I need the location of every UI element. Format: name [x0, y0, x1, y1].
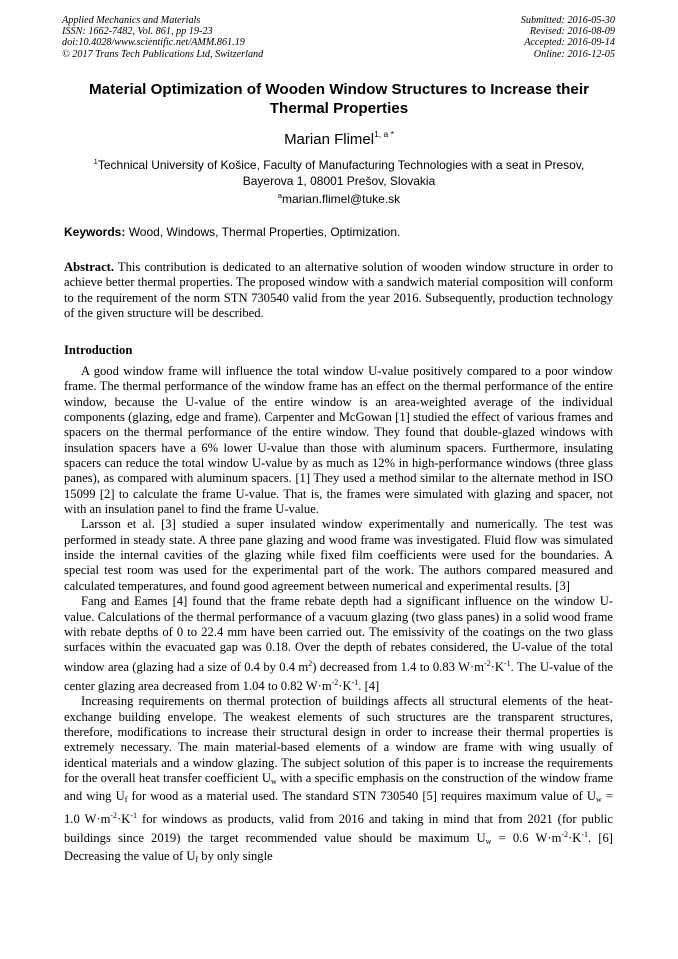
keywords — [64, 225, 616, 239]
affil-marker: 1 — [93, 157, 98, 166]
section-heading-introduction: Introduction — [64, 343, 133, 357]
author-line — [62, 124, 616, 150]
revised-date: Revised: 2016-08-09 — [529, 26, 615, 38]
email-marker: a — [277, 191, 282, 200]
abstract-text: This contribution is dedicated to an alternative solution of wooden window structure in order to achieve better thermal properties. The proposed window with a sandwich material composition will conform to the requirement of the norm STN 730540 valid from the year 2016. Subsequently, production technology of the given structure will be described. — [64, 260, 613, 321]
author-name: Marian Flimel — [284, 131, 375, 148]
keywords-label: Keywords: — [64, 225, 126, 239]
doi-line: doi:10.4028/www.scientific.net/AMM.861.19 — [62, 37, 245, 49]
accepted-date: Accepted: 2016-09-14 — [524, 37, 615, 49]
issn-line: ISSN: 1662-7482, Vol. 861, pp 19-23 — [62, 26, 213, 38]
email-address: marian.flimel@tuke.sk — [281, 192, 401, 206]
intro-paragraph-3: Fang and Eames [4] found that the frame rebate depth had a significant influence on the window U-value. Calculations of the thermal performance of a vacuum glazing (two glass panes) in a solid wood frame with rebate depths of 0 to 22.4 mm have been carried out. The emissivity of the coatings on the two glass surfaces within the evacuated gap was 0.18. Over the depth of rebates considered, the U-value of the total window area (glazing had a size of 0.4 by 0.4 $m^2$) decreased from 1.4 to 0.83 $W\cdot m^{-2}\cdot K^{-1}$. The U-value of the center glazing area decreased from 1.04 to 0.82 $W\cdot m^{-2}\cdot K^{-1}$. [4] — [64, 594, 613, 693]
journal-info — [62, 15, 263, 60]
affil-line-1: Technical University of Košice, Faculty of Manufacturing Technologies with a seat in Presov, — [97, 158, 585, 172]
email-line — [62, 191, 616, 206]
abstract-label: Abstract. — [64, 260, 115, 274]
author-affil-marker: 1, a * — [374, 129, 394, 139]
dates-info — [521, 15, 615, 60]
keywords-text: Wood, Windows, Thermal Properties, Optimization. — [125, 225, 401, 239]
paper-title: Material Optimization of Wooden Window Structures to Increase their Thermal Properties — [89, 81, 589, 117]
affil-line-2: Bayerova 1, 08001 Prešov, Slovakia — [242, 173, 436, 188]
introduction-body — [64, 364, 613, 868]
online-date: Online: 2016-12-05 — [533, 48, 615, 60]
intro-paragraph-2: Larsson et al. [3] studied a super insulated window experimentally and numerically. The test was performed in steady state. A three pane glazing and wood frame was investigated. Fluid flow was simulated inside the internal cavities of the glazing while fixed film coefficients were used for the boundaries. A special test room was used for the experimental part of the work. The authors compared measured and calculated temperatures, and found good agreement between numerical and experimental results. [3] — [64, 517, 613, 593]
affiliation — [62, 154, 616, 189]
abstract — [64, 260, 613, 321]
journal-name: Applied Mechanics and Materials — [62, 15, 201, 26]
intro-paragraph-1: A good window frame will influence the total window U-value positively compared to a poor window frame. The thermal performance of the window frame has an effect on the thermal performance of the entire window, because the U-value of the entire window is an area-weighted average of the individual components (glazing, edge and frame). Carpenter and McGowan [1] studied the effect of various frames and spacers on the thermal performance of the entire window. They found that double-glazed windows with insulation spacers have a 6% lower U-value than those with aluminum spacers. Furthermore, insulating spacers can reduce the total window U-value by as much as 12% in high-performance windows (three glass panes), as compared with aluminum spacers. [1] They used a method similar to the alternate method in ISO 15099 [2] to calculate the frame U-value. That is, the frames were simulated with glazing and spacer, not with an insulation panel to find the frame U-value. — [64, 364, 613, 517]
submitted-date: Submitted: 2016-05-30 — [520, 15, 615, 26]
intro-paragraph-4: Increasing requirements on thermal protection of buildings affects all structural elements of the heat-exchange building envelope. The weakest elements of such structures are the transparent structures, therefore, modifications to increase their structural design in order to increase their thermal properties is extremely necessary. The main material-based elements of a window are frame with wing usually of identical materials and a window glazing. The subject solution of this paper is to increase the requirements for the overall heat transfer coefficient $U_w$ with a specific emphasis on the construction of the window frame and wing $U_f$ for wood as a material used. The standard STN 730540 [5] requires maximum value of $U_w = 1.0$ $W\cdot m^{-2}\cdot K^{-1}$ for windows as products, valid from 2016 and taking in mind that from 2021 (for public buildings since 2019) the target recommended value should be maximum $U_w = 0.6$ $W\cdot m^{-2}\cdot K^{-1}$. [6] Decreasing the value of $U_f$ by only single — [64, 694, 614, 865]
copyright-line: © 2017 Trans Tech Publications Ltd, Switzerland — [62, 48, 264, 60]
